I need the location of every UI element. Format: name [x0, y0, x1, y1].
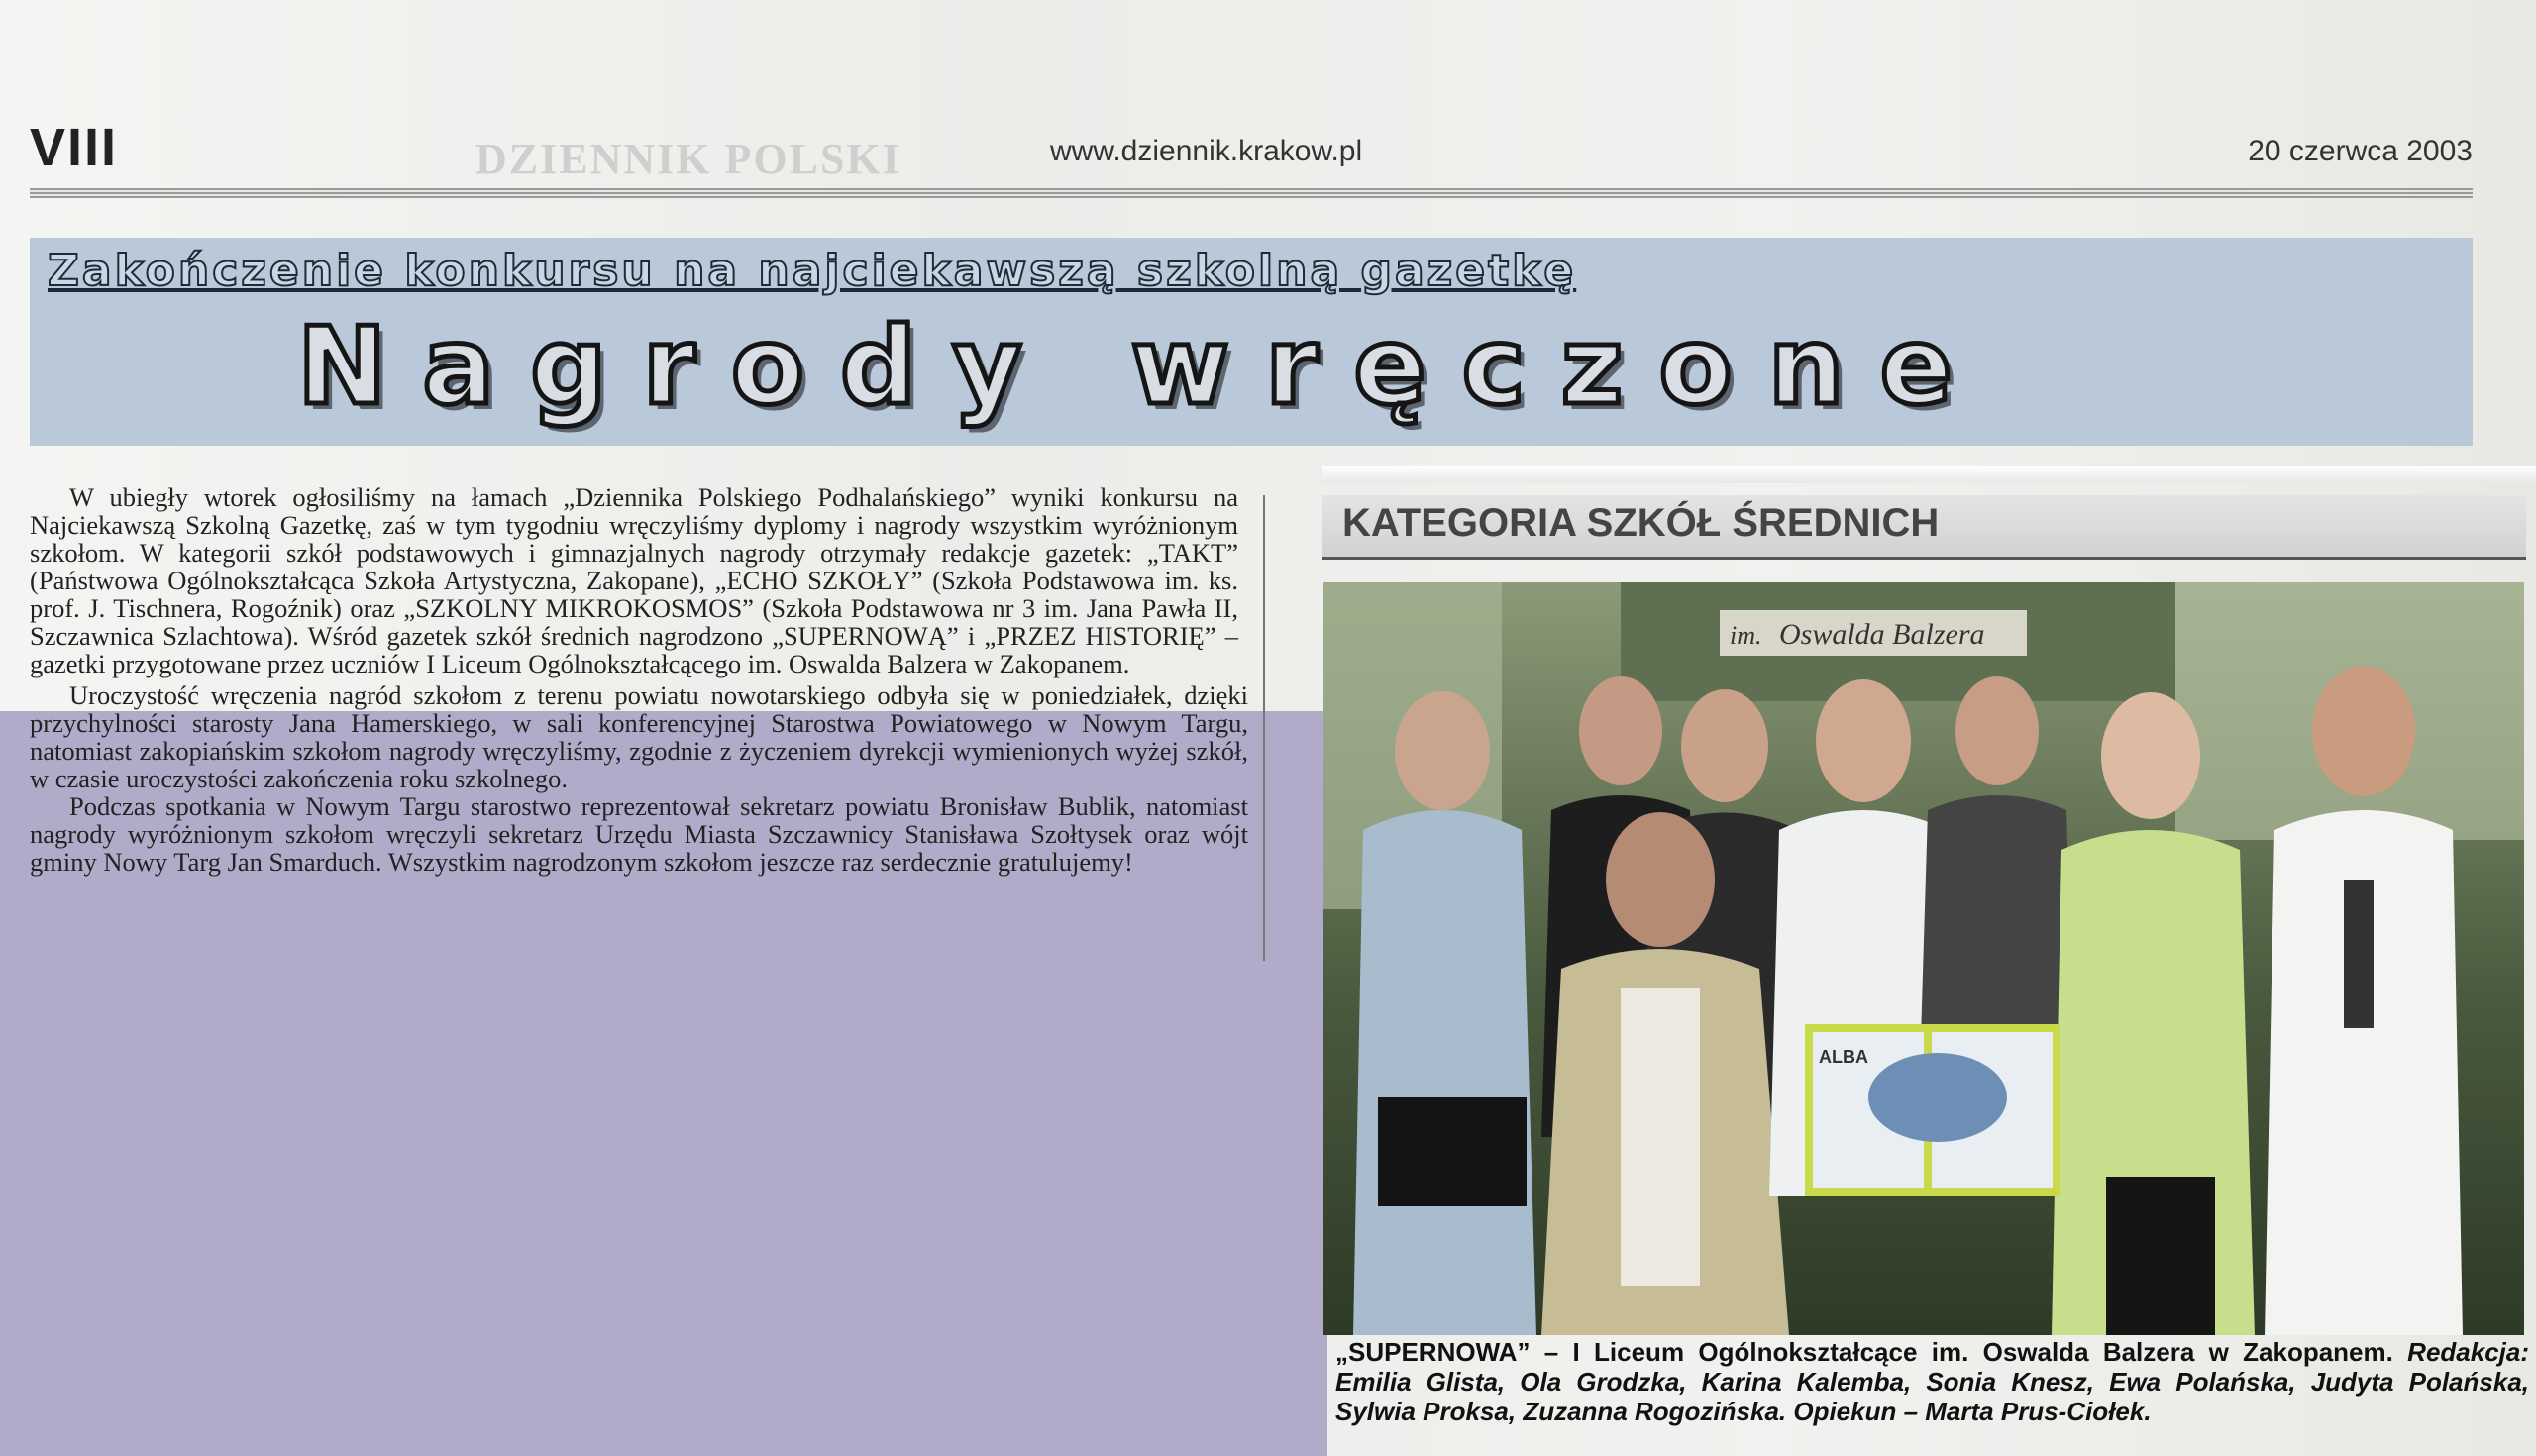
headline: Nagrody wręczone	[297, 305, 1988, 429]
headline-banner	[30, 238, 2473, 446]
article-paragraph: Uroczystość wręczenia nagród szkołom z terenu powiatu nowotarskiego odbyła się w poniedziałek, dzięki przychylności starosty Jana Hamerskiego, w sali konferencyjnej Starostwa Powiatowego w Nowym Targu, natomiast zakopiańskim szkołom nagrody wręczyliśmy, zgodnie z życzeniem dyrekcji wymienionych wyżej szkół, w czasie uroczystości zakończenia roku szkolnego.	[30, 680, 1248, 793]
page-number: VIII	[30, 118, 119, 177]
caption-lead: „SUPERNOWA” – I Liceum Ogólnokształcące im. Oswalda Balzera w Zakopanem.	[1335, 1337, 2393, 1367]
sign-text: Oswalda Balzera	[1779, 618, 1985, 651]
sign-prefix: im.	[1730, 621, 1762, 650]
section-label-text: KATEGORIA SZKÓŁ ŚREDNICH	[1342, 501, 1940, 545]
torn-edge	[1322, 466, 2536, 483]
article-paragraph: Podczas spotkania w Nowym Targu starostwo reprezentował sekretarz powiatu Bronisław Bublik, natomiast nagrody wyróżnionym szkołom wręczyli sekretarz Urzędu Miasta Szczawnicy Stanisława Szołtysek oraz wójt gminy Nowy Targ Jan Smarduch. Wszystkim nagrodzonym szkołom jeszcze raz serdecznie gratulujemy!	[30, 791, 1248, 877]
article-body	[30, 483, 1248, 876]
prize-box	[1809, 1028, 2057, 1192]
section-label	[1322, 495, 2526, 560]
column-rule	[1263, 495, 1265, 961]
box-brand: ALBA	[1819, 1047, 1868, 1067]
caption-credits: Redakcja: Emilia Glista, Ola Grodzka, Karina Kalemba, Sonia Knesz, Ewa Polańska, Judyta Polańska, Sylwia Proksa, Zuzanna Rogozińska. Opiekun – Marta Prus-Ciołek.	[1335, 1337, 2530, 1426]
masthead-ghost: DZIENNIK POLSKI	[476, 135, 901, 183]
photo-caption	[1335, 1337, 2529, 1426]
article-paragraph: W ubiegły wtorek ogłosiliśmy na łamach „Dziennika Polskiego Podhalańskiego” wyniki konkursu na Najciekawszą Szkolną Gazetkę, zaś w tym tygodniu wręczyliśmy dyplomy i nagrody wszystkim wyróżnionym szkołom. W kategorii szkół podstawowych i gimnazjalnych nagrody otrzymały redakcje gazetek: „TAKT” (Państwowa Ogólnokształcąca Szkoła Artystyczna, Zakopane), „ECHO SZKOŁY” (Szkoła Podstawowa im. ks. prof. J. Tischnera, Rogoźnik) oraz „SZKOLNY MIKROKOSMOS” (Szkoła Podstawowa nr 3 im. Jana Pawła II, Szczawnica Szlachtowa). Wśród gazetek szkół średnich nagrodzono „SUPERNOWĄ” i „PRZEZ HISTORIĘ” – gazetki przygotowane przez uczniów I Liceum Ogólnokształcącego im. Oswalda Balzera w Zakopanem.	[30, 482, 1238, 678]
photo-illustration	[1323, 582, 2524, 1335]
group-photo	[1323, 582, 2524, 1335]
issue-date: 20 czerwca 2003	[2248, 135, 2473, 167]
header-rule	[30, 188, 2473, 198]
kicker: Zakończenie konkursu na najciekawszą szkolną gazetkę	[48, 246, 1577, 296]
site-url: www.dziennik.krakow.pl	[1050, 135, 1363, 167]
